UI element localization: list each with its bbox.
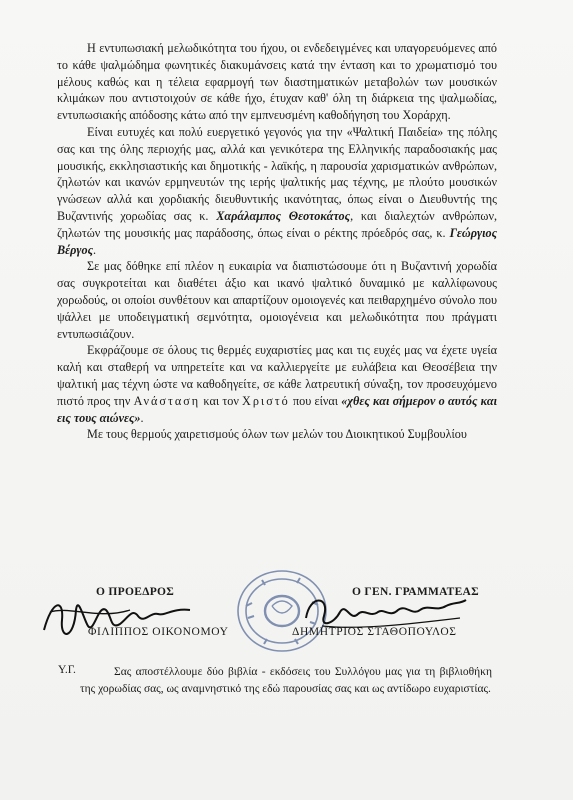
paragraph-4-mid: και τον (203, 393, 239, 408)
postscript-label: Υ.Γ. (58, 664, 76, 676)
secretary-role: Ο ΓΕΝ. ΓΡΑΜΜΑΤΕΑΣ (352, 586, 479, 598)
letter-body (57, 40, 497, 443)
paragraph-4-part-a: Εκφράζουμε σε όλους τις θερμές ευχαριστίες μας και τις ευχές μας να έχετε υγεία καλή και σταθερή να υπηρετείτε και να καλλιεργείτε με ευλάβεια και Θεοσέβεια την ψαλτική μας τέχνη ώστε να καθοδηγείτε, σε κάθε λατρευτική σύναξη, τον προσευχόμενο πιστό προς την (57, 343, 497, 408)
paragraph-2-part-a: Είναι ευτυχές και πολύ ευεργετικό γεγονός για την «Ψαλτική Παιδεία» της πόλης σας και της όλης περιοχής μας, αλλά και γενικότερα της Ελληνικής παραδοσιακής μας μουσικής, εκκλησιαστικής και δημοτικής - λαϊκής, η παρουσία χαρισματικών ανθρώπων, ζηλωτών και ικανών ερμηνευτών της ιερής ψαλτικής μας τέχνης, με πλούτο μουσικών γνώσεων αλλά και χορδιακής διευθυντικής ικανότητας, όπως είναι ο Διευθυντής της Βυζαντινής χορωδίας σας κ. (57, 124, 497, 223)
paragraph-5: Με τους θερμούς χαιρετισμούς όλων των μελών του Διοικητικού Συμβουλίου (87, 427, 467, 442)
president-role: Ο ΠΡΟΕΔΡΟΣ (96, 586, 175, 598)
paragraph-2-end: . (93, 242, 97, 257)
paragraph-2 (57, 124, 497, 258)
president-name-inline: Γεώργιος Βέργος (57, 225, 497, 257)
word-anastasi: Ανάσταση (133, 393, 201, 408)
director-name: Χαράλαμπος Θεοτοκάτος (216, 208, 351, 223)
paragraph-4 (57, 342, 497, 426)
scripture-quote: «χθες και σήμερον ο αυτός και εις τους αιώνες» (57, 393, 497, 425)
postscript-text: Σας αποστέλλουμε δύο βιβλία - εκδόσεις του Συλλόγου μας για τη βιβλιοθήκη της χορωδίας σας, ως αναμνηστικό της εδώ παρουσίας σας και ως αντίδωρο ευχαριστίας. (80, 666, 492, 695)
word-christo: Χριστό (242, 393, 290, 408)
paragraph-2-part-b: , και διαλεχτών ανθρώπων, ζηλωτών της μουσικής μας παράδοσης, όπως είναι ο ρέκτης πρόεδρός σας, κ. (57, 208, 498, 240)
paragraph-3: Σε μας δόθηκε επί πλέον η ευκαιρία να διαπιστώσουμε ότι η Βυζαντινή χορωδία σας συγκροτείται και διαθέτει άξιο και ικανό ψαλτικό δυναμικό με καλλίφωνους χορωδούς, οι οποίοι συνθέτουν και απαρτίζουν ομοιογενές και πειθαρχημένο σύνολο που ψάλλει με υποδειγματική σεμνότητα, ομοιογένεια και μελωδικότητα που πράγματι εντυπωσιάζουν. (57, 259, 497, 341)
paragraph-4-end: . (140, 410, 144, 425)
president-printed-name: ΦΙΛΙΠΠΟΣ ΟΙΚΟΝΟΜΟΥ (88, 626, 229, 638)
paragraph-4-part-b: που είναι (293, 393, 339, 408)
secretary-printed-name: ΔΗΜΗΤΡΙΟΣ ΣΤΑΘΟΠΟΥΛΟΣ (292, 626, 457, 638)
president-signature (40, 590, 200, 650)
paragraph-1: Η εντυπωσιακή μελωδικότητα του ήχου, οι ενδεδειγμένες και υπαγορευόμενες από το κάθε ψαλμώδημα φωνητικές διακυμάνσεις κατά την ένταση και το χρωματισμό του μέλους καθώς και η τέλεια εφαρμογή των διαστηματικών μεταβολών των μουσικών κλιμάκων που αντιστοιχούν σε κάθε ήχο, έτυχαν καθ' όλη τη διάρκεια της ψαλμωδίας, εντυπωσιακής απόδοσης κάτω από την εμπνευσμένη καθοδήγηση του Χοράρχη. (57, 41, 497, 123)
